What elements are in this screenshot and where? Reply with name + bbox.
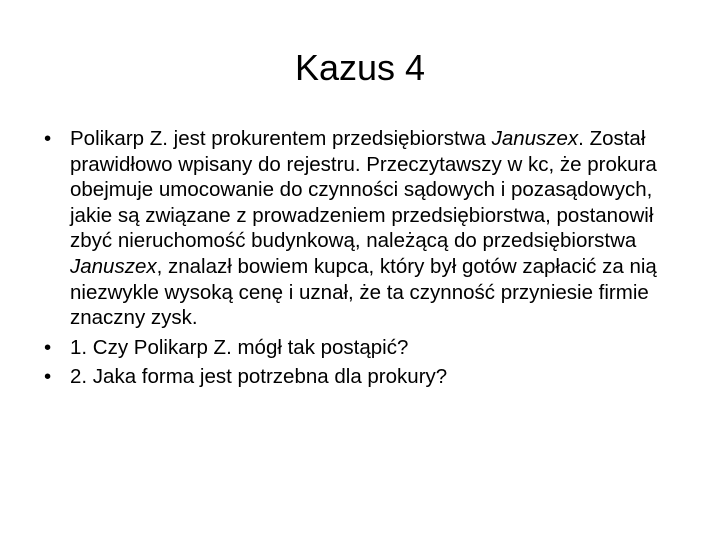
bullet-text — [70, 127, 657, 329]
text-segment: . Został prawidłowo wpisany do rejestru. Przeczytawszy w kc, że prokura obejmuje umocowanie do czynności sądowych i pozasądowych, jakie są związane z prowadzeniem przedsiębiorstwa, postanowił zbyć nieruchomość budynkową, należącą do przedsiębiorstwa — [70, 127, 657, 253]
bullet-text — [70, 365, 447, 388]
company-name-italic: Januszex — [491, 127, 579, 150]
text-segment: 2. Jaka forma jest potrzebna dla prokury? — [70, 365, 448, 389]
company-name-italic: Januszex — [70, 254, 157, 278]
bullet-marker: • — [44, 335, 52, 359]
bullet-item — [44, 126, 684, 331]
text-segment: Polikarp Z. jest prokurentem przedsiębiorstwa — [70, 127, 492, 150]
text-segment: 1. Czy Polikarp Z. mógł tak postąpić? — [70, 335, 409, 359]
bullet-list — [44, 126, 684, 394]
slide-title: Kazus 4 — [294, 47, 426, 88]
bullet-item — [44, 335, 684, 361]
text-segment: , znalazł bowiem kupca, który był gotów zapłacić za nią niezwykle wysoką cenę i uznał, że ta czynność przyniesie firmie znaczny zysk. — [70, 254, 657, 330]
bullet-item — [44, 364, 684, 390]
bullet-marker: • — [44, 365, 52, 389]
bullet-marker: • — [44, 127, 52, 150]
bullet-text — [70, 336, 408, 359]
